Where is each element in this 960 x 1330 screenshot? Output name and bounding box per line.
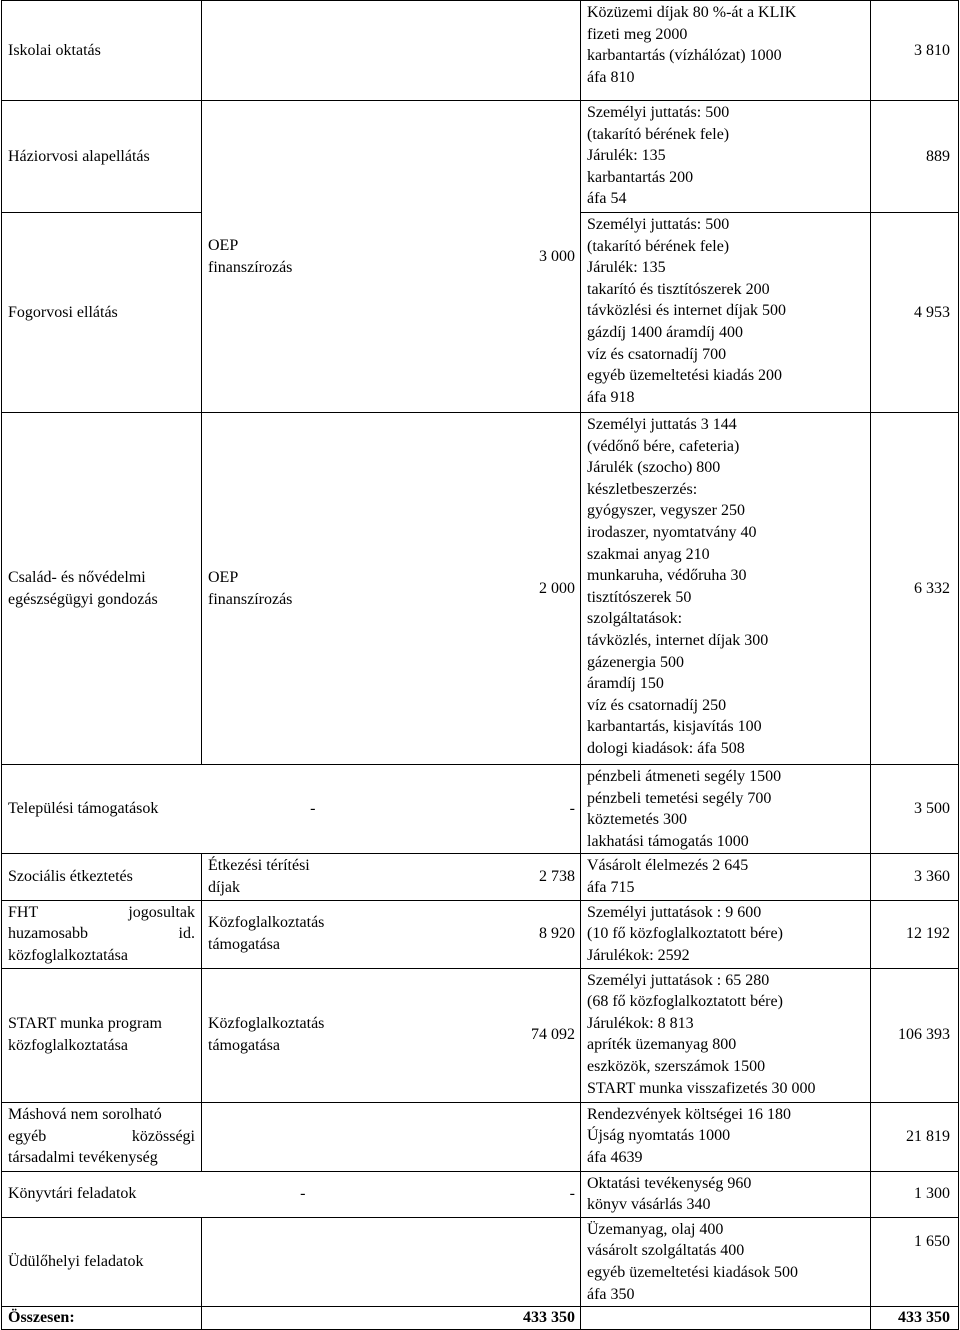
detail-line: START munka visszafizetés 30 000 [587, 1079, 816, 1097]
activity-name-line: START munka program [8, 1015, 162, 1033]
expense-details [581, 765, 871, 854]
activity-name [2, 413, 202, 765]
funding-source [202, 1307, 326, 1330]
row-total: 889 [871, 101, 959, 213]
table-row [2, 101, 959, 213]
detail-line: áfa 810 [587, 68, 635, 86]
detail-line: (10 fő közfoglalkoztatott bére) [587, 925, 783, 943]
detail-line: egyéb üzemeltetési kiadások 500 [587, 1263, 799, 1281]
activity-name-line: Máshová nem sorolható [8, 1106, 162, 1124]
detail-line: Járulék: 135 [587, 259, 666, 277]
funding-amount: 74 092 [326, 968, 581, 1102]
expense-details [581, 213, 871, 413]
detail-line: vásárolt szolgáltatás 400 [587, 1242, 745, 1260]
funding-amount [326, 1, 581, 101]
activity-name: Üdülőhelyi feladatok [2, 1217, 202, 1306]
detail-line: tisztítószerek 50 [587, 588, 692, 606]
detail-line: áfa 4639 [587, 1148, 643, 1166]
detail-line: (takarító bérének fele) [587, 125, 730, 143]
activity-name: Szociális étkeztetés [2, 854, 202, 900]
activity-name [2, 1171, 326, 1217]
activity-name-line: huzamosabb id. [8, 925, 195, 943]
detail-line: Személyi juttatások : 65 280 [587, 971, 770, 989]
detail-line: távközlési és internet díjak 500 [587, 302, 787, 320]
detail-line: Járulékok: 8 813 [587, 1014, 694, 1032]
detail-line: áfa 54 [587, 190, 627, 208]
detail-line: Rendezvények költségei 16 180 [587, 1105, 791, 1123]
detail-line: Oktatási tevékenység 960 [587, 1174, 752, 1192]
detail-line: Üzemanyag, olaj 400 [587, 1220, 724, 1238]
detail-line: készletbeszerzés: [587, 480, 698, 498]
detail-line: áramdíj 150 [587, 675, 664, 693]
funding-source: Közfoglalkoztatás támogatása [202, 900, 326, 968]
detail-line: gázdíj 1400 áramdíj 400 [587, 323, 743, 341]
detail-line: köztemetés 300 [587, 811, 687, 829]
funding-source: Közfoglalkoztatás támogatása [202, 968, 326, 1102]
detail-line: karbantartás 200 [587, 168, 694, 186]
detail-line: Személyi juttatás: 500 [587, 216, 730, 233]
detail-line: pénzbeli átmeneti segély 1500 [587, 768, 782, 785]
detail-line: Vásárolt élelmezés 2 645 [587, 857, 749, 875]
row-total: 3 500 [871, 765, 959, 854]
expense-details [581, 1, 871, 101]
table-row [2, 968, 959, 1102]
table-row [2, 1, 959, 101]
activity-name-line: egyéb közösségi [8, 1127, 195, 1145]
expense-details [581, 854, 871, 900]
activity-name-line: közfoglalkoztatása [8, 1037, 128, 1055]
detail-line: szakmai anyag 210 [587, 545, 710, 563]
detail-line: karbantartás (vízhálózat) 1000 [587, 47, 782, 65]
table-row [2, 765, 959, 854]
detail-line: dologi kiadások: áfa 508 [587, 739, 745, 757]
funding-source: - [310, 800, 316, 818]
activity-name-text: Települési támogatások [8, 800, 159, 818]
row-total: 3 810 [871, 1, 959, 101]
detail-line: (68 fő közfoglalkoztatott bére) [587, 993, 783, 1011]
table-row [2, 413, 959, 765]
funding-amount: 2 738 [326, 854, 581, 900]
row-total: 6 332 [871, 413, 959, 765]
detail-line: irodaszer, nyomtatvány 40 [587, 523, 757, 541]
activity-name [2, 765, 326, 854]
detail-line: karbantartás, kisjavítás 100 [587, 718, 762, 736]
funding-amount [326, 1102, 581, 1171]
activity-name-line: társadalmi tevékenység [8, 1149, 158, 1167]
detail-line: pénzbeli temetési segély 700 [587, 789, 772, 807]
activity-name [2, 900, 202, 968]
expense-details [581, 968, 871, 1102]
funding-amount: 2 000 [326, 413, 581, 765]
funding-source: - [300, 1185, 306, 1203]
row-total: 21 819 [871, 1102, 959, 1171]
expense-details [581, 1171, 871, 1217]
detail-line: lakhatási támogatás 1000 [587, 832, 749, 850]
expense-details [581, 1217, 871, 1306]
table-row [2, 900, 959, 968]
funding-source [202, 1, 326, 101]
detail-line: szolgáltatások: [587, 610, 683, 628]
row-total: 106 393 [871, 968, 959, 1102]
expense-details [581, 1307, 871, 1330]
detail-line: apríték üzemanyag 800 [587, 1036, 737, 1054]
detail-line: (védőnő bére, cafeteria) [587, 437, 740, 455]
funding-amount: - [326, 1171, 581, 1217]
detail-line: könyv vásárlás 340 [587, 1196, 711, 1214]
detail-line: áfa 350 [587, 1285, 635, 1303]
total-label: Összesen: [2, 1307, 202, 1330]
detail-line: gázenergia 500 [587, 653, 684, 671]
activity-name [2, 968, 202, 1102]
row-total: 12 192 [871, 900, 959, 968]
funding-amount [326, 1217, 581, 1306]
row-total: 3 360 [871, 854, 959, 900]
detail-line: távközlés, internet díjak 300 [587, 631, 769, 649]
activity-name [2, 1102, 202, 1171]
total-amount: 433 350 [326, 1307, 581, 1330]
detail-line: gyógyszer, vegyszer 250 [587, 502, 745, 520]
detail-line: Újság nyomtatás 1000 [587, 1127, 731, 1145]
table-row [2, 1217, 959, 1306]
expense-details [581, 900, 871, 968]
row-total: 1 650 [871, 1217, 959, 1306]
detail-line: (takarító bérének fele) [587, 237, 730, 255]
detail-line: Járulék (szocho) 800 [587, 459, 721, 477]
detail-line: fizeti meg 2000 [587, 25, 688, 43]
activity-name: Háziorvosi alapellátás [2, 101, 202, 213]
expense-details [581, 1102, 871, 1171]
funding-amount: - [326, 765, 581, 854]
budget-table [1, 0, 959, 1330]
expense-details [581, 413, 871, 765]
detail-line: Járulékok: 2592 [587, 946, 690, 964]
activity-name-text: Könyvtári feladatok [8, 1185, 137, 1203]
activity-name-line: közfoglalkoztatása [8, 946, 128, 964]
detail-line: takarító és tisztítószerek 200 [587, 280, 770, 298]
detail-line: víz és csatornadíj 700 [587, 345, 727, 363]
detail-line: Járulék: 135 [587, 147, 666, 165]
funding-amount: 8 920 [326, 900, 581, 968]
activity-name: Fogorvosi ellátás [2, 213, 202, 413]
activity-name-line: Család- és nővédelmi [8, 568, 146, 586]
detail-line: Személyi juttatás: 500 [587, 104, 730, 121]
activity-name: Iskolai oktatás [2, 1, 202, 101]
activity-name-line: FHT jogosultak [8, 903, 195, 921]
funding-source [202, 1102, 326, 1171]
detail-line: víz és csatornadíj 250 [587, 696, 727, 714]
detail-line: Személyi juttatás 3 144 [587, 416, 737, 433]
detail-line: áfa 715 [587, 878, 635, 896]
detail-line: Közüzemi díjak 80 %-át a KLIK [587, 4, 797, 21]
detail-line: egyéb üzemeltetési kiadás 200 [587, 367, 783, 385]
funding-amount: 3 000 [326, 101, 581, 413]
detail-line: áfa 918 [587, 388, 635, 406]
grand-total: 433 350 [871, 1307, 959, 1330]
funding-source: OEP finanszírozás [202, 101, 326, 413]
activity-name-line: egészségügyi gondozás [8, 590, 158, 608]
row-total: 4 953 [871, 213, 959, 413]
detail-line: munkaruha, védőruha 30 [587, 567, 747, 585]
funding-source: Étkezési térítési díjak [202, 854, 326, 900]
table-row [2, 1102, 959, 1171]
detail-line: Személyi juttatások : 9 600 [587, 903, 762, 921]
funding-source: OEP finanszírozás [202, 413, 326, 765]
row-total: 1 300 [871, 1171, 959, 1217]
funding-source [202, 1217, 326, 1306]
total-row [2, 1307, 959, 1330]
table-row [2, 1171, 959, 1217]
table-row [2, 854, 959, 900]
detail-line: eszközök, szerszámok 1500 [587, 1057, 766, 1075]
expense-details [581, 101, 871, 213]
